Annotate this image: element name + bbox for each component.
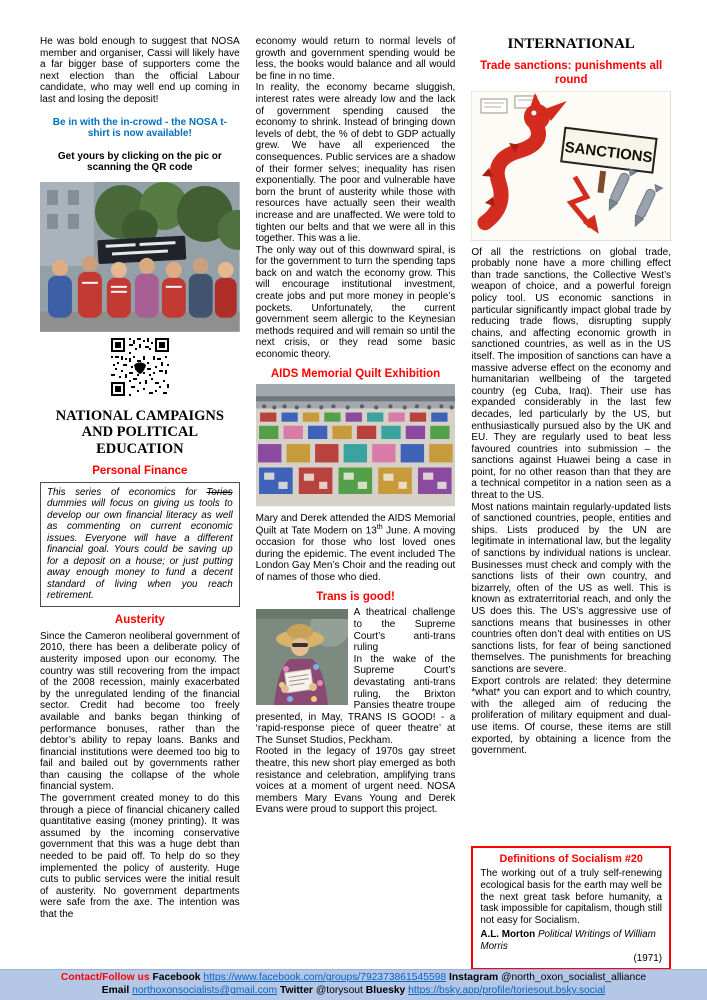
twitter-label: Twitter <box>279 985 313 997</box>
sanctions-cartoon <box>471 91 671 241</box>
instagram-label: Instagram <box>449 972 499 984</box>
definitions-author: A.L. Morton <box>480 929 536 941</box>
definitions-box-body: The working out of a truly self-renewing ecological basis for the earth may well be the next great task before humanity, a task impossible for capitalism, though still not easy for Socialism. <box>480 868 663 926</box>
footer-line-1 <box>6 972 701 985</box>
trans-paragraph-2: Rooted in the legacy of 1970s gay street theatre, this new short play emerged as both resistance and celebration, amplifying trans voices at a moment of urgent need. NOSA members Mary Evans Young and Derek Evans were proud to support this project. <box>255 746 456 816</box>
definitions-box-heading: Definitions of Socialism #20 <box>499 853 643 866</box>
column-middle <box>256 36 456 970</box>
sanctions-cartoon-image <box>471 91 671 241</box>
quilt-paragraph <box>256 513 456 584</box>
tshirt-cta-text: Get yours by clicking on the pic or scanning the QR code <box>57 150 222 174</box>
austerity-paragraph-1: Since the Cameron neoliberal government of 2010, there has been a deliberate policy of austerity imposed upon our economy. The country was still recovering from the impact of the 2008 recession, mainly exacerbated by the unregulated lending of the financial sector. Credit had become too freely available and banks began thinking of performance bonuses, rather than the debtor’s ability to repay loans. Banks and financial institutions were deemed too big to fail and bailed out by governments rather than causing the collapse of the whole financial system. <box>40 630 240 793</box>
quilt-exhibition-image <box>256 384 456 506</box>
national-campaigns-heading: NATIONAL CAMPAIGNS AND POLITICAL EDUCATION <box>55 407 224 458</box>
bluesky-label: Bluesky <box>365 985 406 997</box>
personal-finance-intro-box <box>40 482 240 607</box>
contact-footer <box>0 969 707 1000</box>
quilt-paragraph-pre: Mary and Derek attended the AIDS Memorial Quilt at Tate Modern on 13 <box>255 512 456 537</box>
personal-finance-heading: Personal Finance <box>92 464 188 477</box>
trans-paragraph-1: In the wake of the Supreme Court’s devastating anti-trans ruling, the Brixton Pansies theatre troupe presented, in May, TRANS IS GOOD! - a ‘rapid-response piece of queer theatre’ at The Sunset Studios, Peckham. <box>255 653 456 746</box>
definitions-box-attribution <box>480 929 662 953</box>
trans-play-photo <box>256 609 348 705</box>
tshirt-promo-text: Be in with the in-crowd - the NOSA t-shirt is now available! <box>52 116 227 140</box>
austerity-heading: Austerity <box>114 613 165 626</box>
finance-box-text-struck: Tories <box>206 486 233 498</box>
sanctions-sign-text: SANCTIONS <box>564 138 654 167</box>
footer-line-2 <box>6 985 701 998</box>
definitions-work-title: Political Writings of William Morris <box>480 929 656 953</box>
bluesky-link[interactable]: https://bsky.app/profile/toriesout.bsky.social <box>408 985 606 997</box>
email-link[interactable]: northoxonsocialists@gmail.com <box>132 985 278 997</box>
definitions-year: (1971) <box>633 953 663 964</box>
column-right <box>471 36 671 970</box>
international-heading: INTERNATIONAL <box>507 36 635 52</box>
sanctions-paragraph-3: Export controls are related: they determine *what* you can export and to which country, with the alleged aim of reducing the proliferation of military equipment and dual-use items. Of course, these items are still exported, by obtaining a licence from the government. <box>471 675 671 757</box>
economy-paragraph-1: economy would return to normal levels of growth and government spending would be less, the books would balance and all would be fine in no time. <box>255 36 456 82</box>
economy-paragraph-3: The only way out of this downward spiral, is for the government to turn the spending taps back on and watch the economy grow. This will encourage institutional investment, create jobs and put more money in people’s pockets. Unfortunately, the current government seem allergic to the Keynesian methods required and will remain so until the next crisis, or they read some basic economic theory. <box>255 244 456 361</box>
protest-photo-image <box>40 182 240 332</box>
trans-section <box>256 607 456 746</box>
quilt-paragraph-ordinal: th <box>376 524 383 532</box>
contact-follow-label: Contact/Follow us <box>60 972 150 984</box>
international-flow <box>471 36 671 838</box>
email-label: Email <box>101 985 130 997</box>
quilt-heading: AIDS Memorial Quilt Exhibition <box>270 367 441 380</box>
trans-heading: Trans is good! <box>316 590 395 603</box>
sanctions-paragraph-1: Of all the restrictions on global trade, probably none have a more chilling effect than trade sanctions, the Collective West’s weapon of choice, and a powerful foreign policy tool. US economic sanctions in particular significantly impact global trade by reducing trade flows, disrupting supply chains, and affecting economic growth in sanctioned countries, as well as in the US itself. The imposition of sanctions can have a massive adverse effect on the economy and humanitarian wellbeing of the targeted country (eg Cuba, Iraq). Their use has expanded considerably in the last few decades, led particularly by the US, but enthusiastically pursued also by the UK and EU. They are regularly used to beat less favoured countries into submission – the sanctions against Huawei being a case in point, for no other reason than that they are a technical competitor in a nation seen as a threat to the US. <box>471 246 671 502</box>
qr-code[interactable] <box>40 338 240 396</box>
quilt-exhibition-photo <box>256 384 456 506</box>
economy-paragraph-2: In reality, the economy became sluggish, interest rates were already low and the lack of government spending caused the economy to shrink. Instead of bringing down levels of debt, the % of debt to GDP actually grew. We have all experienced the consequences. Public services are a shadow of their former selves; inequality has risen exponentially. The poor and vulnerable have born the brunt of austerity while those with resources have actually seen their wealth increase and are unaffected. We were told to tighten our belts and that we were all in this together. This was a lie. <box>255 82 456 245</box>
qr-code-image <box>111 338 169 396</box>
trans-standfirst: A theatrical challenge to the Supreme Court’s anti-trans ruling <box>353 607 456 654</box>
quilt-paragraph-post: June. A moving occasion for those who lost loved ones during the epidemic. The event included The London Gay Men’s Choir and the reading out of names of those who died. <box>255 525 456 583</box>
facebook-link[interactable]: https://www.facebook.com/groups/792373861545598 <box>203 972 447 984</box>
definitions-of-socialism-box <box>471 846 671 970</box>
finance-box-text-post: dummies will focus on giving us tools to develop our own financial literacy as well as commenting on current economic issues. Everyone will have a different financial goal. Yours could be saving up for a deposit on a house; or just putting away enough money to fund a decent standard of living when you reach retirement. <box>47 498 233 602</box>
finance-box-text-pre: This series of economics for <box>47 486 207 498</box>
trade-sanctions-heading: Trade sanctions: punishments all round <box>480 60 663 87</box>
twitter-handle: @torysout <box>315 985 363 997</box>
instagram-handle: @north_oxon_socialist_alliance <box>501 972 647 984</box>
protest-photo[interactable] <box>40 182 240 332</box>
sanctions-paragraph-2: Most nations maintain regularly-updated lists of sanctioned countries, people, entities and ships. Lists produced by the UN are legitimate in international law, but the legality of sanctions by individual nations is unclear. Businesses must check and comply with the sanctions lists of their own country, and bizarrely, often of the US as well. This is known as extraterritorial reach, and only the US does this. The US’s aggressive use of sanctions means that businesses in other countries often don’t deal with entities on US sanctions lists, for fear of being sanctioned themselves. The punishments for breaching sanctions are severe. <box>471 501 671 675</box>
austerity-paragraph-2: The government created money to do this through a piece of financial chicanery called quantitative easing (money printing). It was assumed by the incoming conservative government that this was a huge debt than needed to be paid off. To help do so they implemented the policy of austerity. Huge cuts to public services were the initial result of austerity. No government departments were safe from the axe. The intention was that the <box>40 793 240 921</box>
facebook-label: Facebook <box>152 972 201 984</box>
intro-paragraph: He was bold enough to suggest that NOSA member and organiser, Cassi will likely have a far bigger base of supporters come the next election than the official Labour candidate, who may well end up coming in last and losing the deposit! <box>40 36 240 105</box>
trans-play-image <box>256 609 348 705</box>
column-left <box>40 36 240 970</box>
content-columns <box>40 36 671 970</box>
